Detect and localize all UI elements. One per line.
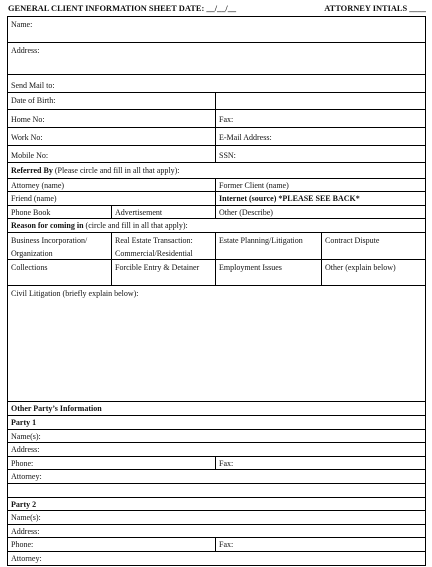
referred-row-1: [8, 179, 425, 192]
dob-blank-cell[interactable]: [215, 93, 425, 109]
dob-label: Date of Birth:: [11, 96, 56, 105]
reason-business-label: Business Incorporation/ Organization: [11, 236, 88, 258]
other-party-heading-label: Other Party’s Information: [11, 404, 102, 413]
reason-row-2: [8, 260, 425, 286]
referred-heading-bold: Referred By: [11, 166, 53, 175]
referred-attorney-label: Attorney (name): [11, 181, 65, 190]
home-fax-row: [8, 110, 425, 128]
party2-names-field[interactable]: [8, 511, 425, 524]
party1-attorney-label: Attorney:: [11, 472, 42, 481]
reason-collections-label: Collections: [11, 263, 48, 272]
reason-contract-dispute-option[interactable]: [321, 233, 425, 259]
dob-row: [8, 93, 425, 110]
reason-row-1: [8, 233, 425, 260]
reason-contract-dispute-label: Contract Dispute: [325, 236, 380, 245]
party2-names-label: Name(s):: [11, 513, 41, 522]
reason-heading: [8, 219, 425, 232]
party2-address-field[interactable]: [8, 525, 425, 537]
name-label: Name:: [11, 20, 33, 29]
form-header: [8, 4, 426, 16]
work-no-field[interactable]: [8, 128, 215, 145]
fax-field[interactable]: [215, 110, 425, 127]
party1-address-row: [8, 443, 425, 457]
party1-names-field[interactable]: [8, 430, 425, 442]
party2-attorney-row: [8, 552, 425, 566]
reason-real-estate-option[interactable]: [111, 233, 215, 259]
work-email-row: [8, 128, 425, 146]
form-title: GENERAL CLIENT INFORMATION SHEET DATE: __/__/__: [8, 4, 237, 13]
party2-heading: [8, 498, 425, 510]
party2-fax-field[interactable]: [215, 538, 425, 551]
party1-heading-label: Party 1: [11, 418, 37, 427]
party1-fax-field[interactable]: [215, 457, 425, 469]
referred-other-label: Other (Describe): [219, 208, 273, 217]
referred-row-2: [8, 192, 425, 206]
mobile-no-label: Mobile No:: [11, 151, 49, 160]
referred-friend-option[interactable]: [8, 192, 215, 205]
civil-litigation-field[interactable]: [8, 286, 425, 401]
reason-estate-planning-option[interactable]: [215, 233, 321, 259]
other-party-heading-row: [8, 402, 425, 416]
ssn-label: SSN:: [219, 151, 236, 160]
reason-employment-option[interactable]: [215, 260, 321, 285]
civil-litigation-label: Civil Litigation (briefly explain below):: [11, 289, 139, 298]
dob-field[interactable]: [8, 93, 215, 109]
party1-attorney-field[interactable]: [8, 470, 425, 483]
reason-real-estate-label: Real Estate Transaction: Commercial/Residential: [115, 236, 193, 258]
party2-fax-label: Fax:: [219, 540, 234, 549]
party2-heading-row: [8, 498, 425, 511]
referred-row-3: [8, 206, 425, 219]
client-info-form: [7, 16, 426, 566]
referred-internet-label: Internet (source) *PLEASE SEE BACK*: [219, 194, 360, 203]
send-mail-field[interactable]: [8, 75, 425, 92]
party1-phone-field[interactable]: [8, 457, 215, 469]
name-field[interactable]: [8, 17, 425, 42]
reason-estate-planning-label: Estate Planning/Litigation: [219, 236, 303, 245]
party1-address-field[interactable]: [8, 443, 425, 456]
party2-phone-label: Phone:: [11, 540, 34, 549]
party2-names-row: [8, 511, 425, 525]
party1-attorney-row: [8, 470, 425, 484]
mobile-no-field[interactable]: [8, 146, 215, 162]
civil-litigation-row: [8, 286, 425, 402]
party2-attorney-field[interactable]: [8, 552, 425, 566]
party2-phone-row: [8, 538, 425, 552]
reason-heading-rest: (circle and fill in all that apply):: [83, 221, 188, 230]
party1-fax-label: Fax:: [219, 459, 234, 468]
referred-heading-row: [8, 163, 425, 179]
mobile-ssn-row: [8, 146, 425, 163]
reason-forcible-entry-label: Forcible Entry & Detainer: [115, 263, 200, 272]
reason-other-option[interactable]: [321, 260, 425, 285]
address-field[interactable]: [8, 43, 425, 74]
name-row: [8, 17, 425, 43]
party2-address-label: Address:: [11, 527, 40, 536]
referred-internet-option[interactable]: [215, 192, 425, 205]
reason-other-label: Other (explain below): [325, 263, 396, 272]
party2-address-row: [8, 525, 425, 538]
referred-advertisement-label: Advertisement: [115, 208, 163, 217]
referred-heading-rest: (Please circle and fill in all that apply):: [52, 166, 180, 175]
home-no-label: Home No:: [11, 115, 45, 124]
send-mail-label: Send Mail to:: [11, 81, 55, 90]
reason-forcible-entry-option[interactable]: [111, 260, 215, 285]
party1-phone-row: [8, 457, 425, 470]
email-field[interactable]: [215, 128, 425, 145]
referred-attorney-option[interactable]: [8, 179, 215, 191]
work-no-label: Work No:: [11, 133, 43, 142]
referred-advertisement-option[interactable]: [111, 206, 215, 218]
address-row: [8, 43, 425, 75]
referred-former-client-label: Former Client (name): [219, 181, 289, 190]
home-no-field[interactable]: [8, 110, 215, 127]
email-label: E-Mail Address:: [219, 133, 272, 142]
party-spacer-row: [8, 484, 425, 498]
address-label: Address:: [11, 46, 40, 55]
party1-names-row: [8, 430, 425, 443]
reason-business-option[interactable]: [8, 233, 111, 259]
ssn-field[interactable]: [215, 146, 425, 162]
other-party-heading: [8, 402, 425, 415]
send-mail-row: [8, 75, 425, 93]
referred-heading: [8, 163, 425, 178]
fax-label: Fax:: [219, 115, 234, 124]
reason-employment-label: Employment Issues: [219, 263, 282, 272]
party1-phone-label: Phone:: [11, 459, 34, 468]
party2-heading-label: Party 2: [11, 500, 37, 509]
party2-attorney-label: Attorney:: [11, 554, 42, 563]
referred-phone-book-label: Phone Book: [11, 208, 51, 217]
party1-address-label: Address:: [11, 445, 40, 454]
referred-former-client-option[interactable]: [215, 179, 425, 191]
party1-heading-row: [8, 416, 425, 430]
referred-phone-book-option[interactable]: [8, 206, 111, 218]
reason-collections-option[interactable]: [8, 260, 111, 285]
party1-heading: [8, 416, 425, 429]
reason-heading-row: [8, 219, 425, 233]
attorney-initials-label: ATTORNEY INTIALS ____: [324, 4, 426, 13]
referred-friend-label: Friend (name): [11, 194, 57, 203]
referred-other-option[interactable]: [215, 206, 425, 218]
party1-names-label: Name(s):: [11, 432, 41, 441]
party2-phone-field[interactable]: [8, 538, 215, 551]
reason-heading-bold: Reason for coming in: [11, 221, 84, 230]
